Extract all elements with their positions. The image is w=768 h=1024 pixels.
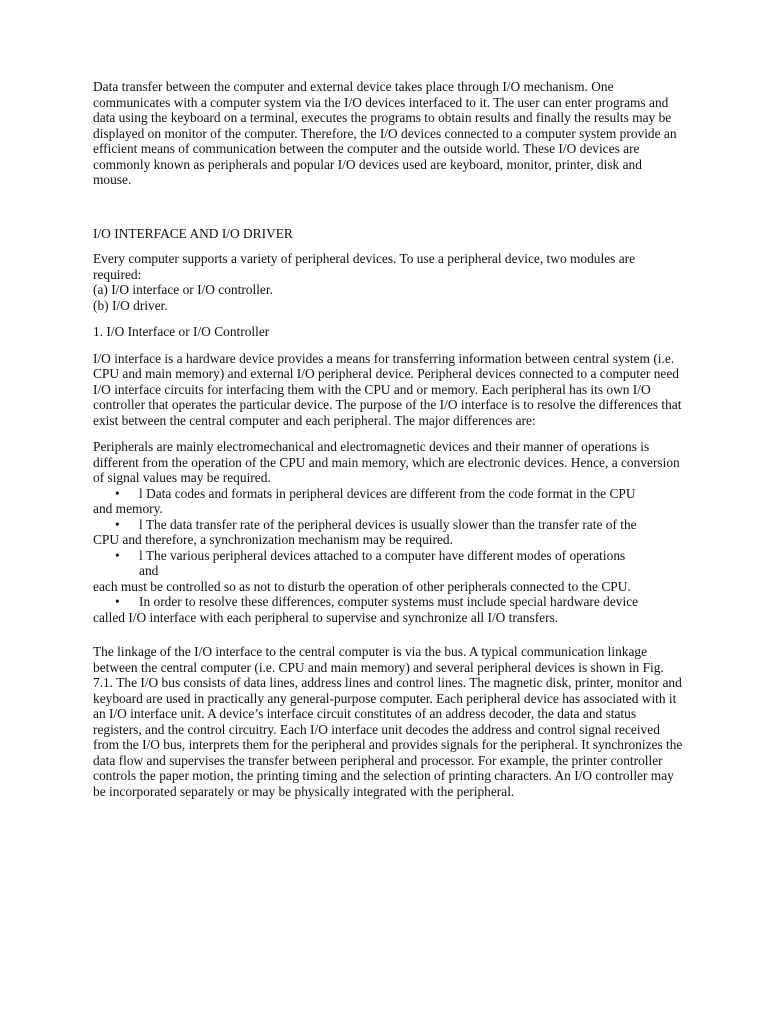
bullet-icon: • [115,516,120,532]
interface-paragraph: I/O interface is a hardware device provides a means for transferring information between central system (i.e. CPU and main memory) and external I/O peripheral device. Peripheral devices connected to a computer need I/O interface circuits for interfacing them with the CPU and or memory. Each peripheral has its own I/O controller that operates the particular device. The purpose of the I/O interface is to resolve the differences that exist between the central computer and each peripheral. The major differences are: [93,350,682,428]
modules-intro: Every computer supports a variety of peripheral devices. To use a peripheral device, two modules are required: [93,251,636,282]
module-a: (a) I/O interface or I/O controller. [93,282,273,297]
bullet-icon: • [115,485,120,501]
bullet-item-modes: • l The various peripheral devices attached to a computer have different modes of operations and [115,547,626,578]
linkage-paragraph: The linkage of the I/O interface to the central computer is via the bus. A typical communication linkage between the central computer (i.e. CPU and main memory) and several peripheral devices is shown in Fig. 7.1. The I/O bus consists of data lines, address lines and control lines. The magnetic disk, printer, monitor and keyboard are used in practically any general-purpose computer. Each peripheral device has associated with it an I/O interface unit. A device’s interface circuit constitutes of an address decoder, the data and status registers, and the control circuitry. Each I/O interface unit decodes the address and control signal received from the I/O bus, interprets them for the peripheral and provides signals for the peripheral. It synchronizes the data flow and supervises the transfer between peripheral and processor. For example, the printer controller controls the paper motion, the printing timing and the selection of printing characters. An I/O controller may be incorporated separately or may be physically integrated with the peripheral. [93,644,683,799]
bullet-continuation: CPU and therefore, a synchronization mechanism may be required. [93,532,453,547]
document-page [93,79,683,799]
differences-paragraph: Peripherals are mainly electromechanical and electromagnetic devices and their manner of operations is different from the operation of the CPU and main memory, which are electronic devices. Hence, a conversion of signal values may be required. [93,439,680,485]
bullet-continuation: each must be controlled so as not to disturb the operation of other peripherals connected to the CPU. [93,578,631,594]
bullet-icon: • [115,547,120,563]
modules-block [93,251,683,313]
bullet-item-transfer-rate: • l The data transfer rate of the peripheral devices is usually slower than the transfer rate of the [115,516,637,532]
differences-block [93,439,683,625]
bullet-icon: • [115,594,120,609]
bullet-item-resolve: • In order to resolve these differences, computer systems must include special hardware device [115,594,639,609]
intro-paragraph: Data transfer between the computer and external device takes place through I/O mechanism. One communicates with a computer system via the I/O devices interfaced to it. The user can enter programs and data using the keyboard on a terminal, executes the programs to obtain results and finally the results may be displayed on monitor of the computer. Therefore, the I/O devices connected to a computer system provide an efficient means of communication between the computer and the outside world. These I/O devices are commonly known as peripherals and popular I/O devices used are keyboard, monitor, printer, disk and mouse. [93,79,677,187]
bullet-continuation: called I/O interface with each peripheral to supervise and synchronize all I/O transfers. [93,609,559,625]
section-heading: I/O INTERFACE AND I/O DRIVER [93,225,293,241]
bullet-continuation: and memory. [93,501,163,516]
bullet-item-data-codes: • l Data codes and formats in peripheral devices are different from the code format in the CPU [115,485,636,501]
module-b: (b) I/O driver. [93,297,168,313]
subheading: 1. I/O Interface or I/O Controller [93,324,270,339]
